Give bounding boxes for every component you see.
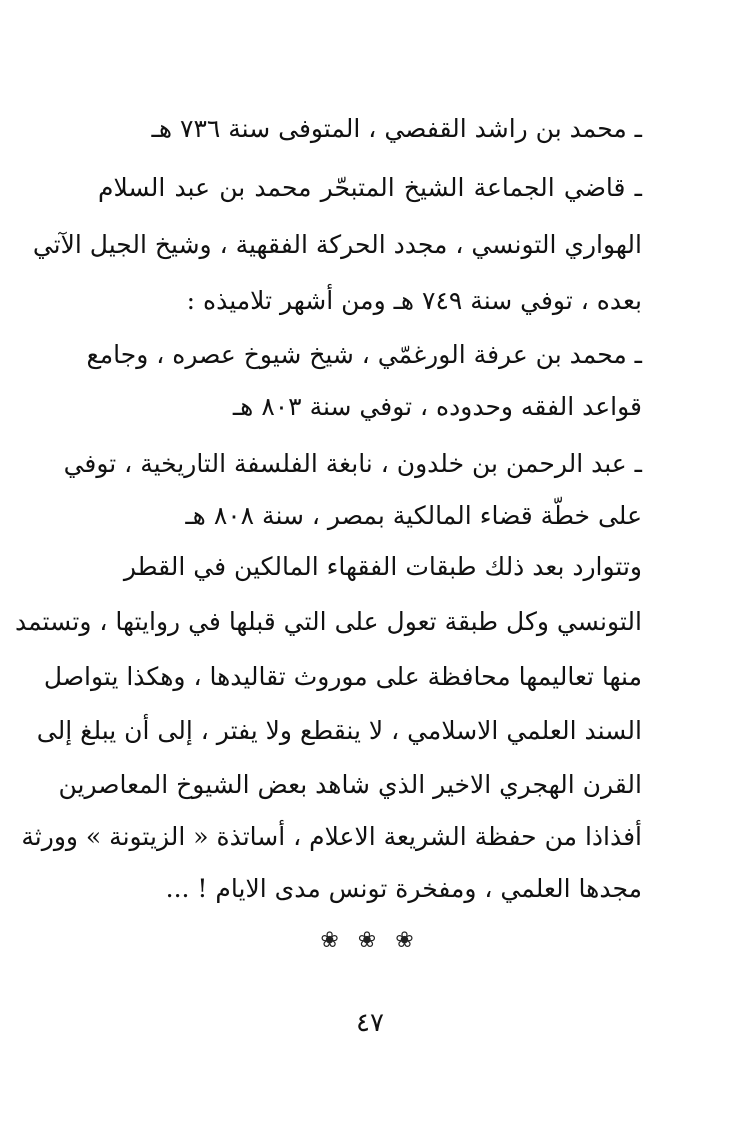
paragraph-line-1: وتتوارد بعد ذلك طبقات الفقهاء المالكين في القطر [123, 552, 642, 581]
section-divider-ornament: ❀ ❀ ❀ [320, 928, 420, 953]
paragraph-line-6: أفذاذا من حفظة الشريعة الاعلام ، أساتذة « الزيتونة » وورثة [21, 822, 642, 851]
text-line-7: ـ عبد الرحمن بن خلدون ، نابغة الفلسفة التاريخية ، توفي [63, 449, 642, 478]
page-number: ٤٧ [356, 1008, 384, 1038]
text-line-3: الهواري التونسي ، مجدد الحركة الفقهية ، وشيخ الجيل الآتي [32, 230, 642, 259]
paragraph-line-3: منها تعاليمها محافظة على موروث تقاليدها ، وهكذا يتواصل [43, 662, 642, 691]
paragraph-line-5: القرن الهجري الاخير الذي شاهد بعض الشيوخ المعاصرين [58, 770, 642, 799]
text-line-1: ـ محمد بن راشد القفصي ، المتوفى سنة ٧٣٦ هـ [151, 114, 642, 143]
paragraph-line-4: السند العلمي الاسلامي ، لا ينقطع ولا يفتر ، إلى أن يبلغ إلى [36, 716, 642, 745]
paragraph-line-7: مجدها العلمي ، ومفخرة تونس مدى الايام ! ... [165, 874, 642, 903]
paragraph-line-2: التونسي وكل طبقة تعول على التي قبلها في روايتها ، وتستمد [14, 607, 642, 636]
text-line-2: ـ قاضي الجماعة الشيخ المتبحّر محمد بن عبد السلام [98, 173, 642, 202]
text-line-6: قواعد الفقه وحدوده ، توفي سنة ٨٠٣ هـ [232, 392, 642, 421]
text-line-8: على خطّة قضاء المالكية بمصر ، سنة ٨٠٨ هـ [185, 501, 642, 530]
text-line-4: بعده ، توفي سنة ٧٤٩ هـ ومن أشهر تلاميذه : [186, 286, 642, 315]
text-line-5: ـ محمد بن عرفة الورغمّي ، شيخ شيوخ عصره ، وجامع [86, 340, 642, 369]
